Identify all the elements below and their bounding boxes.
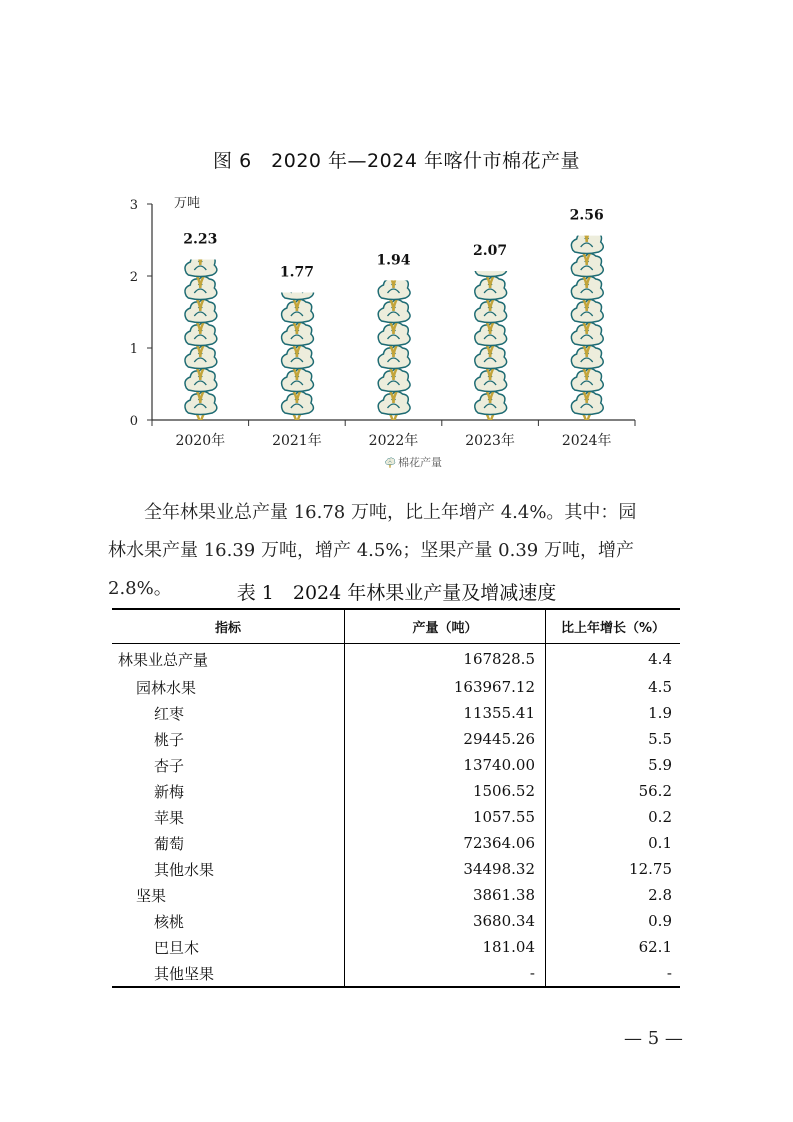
row-growth: 0.9 xyxy=(648,912,672,930)
bars-group xyxy=(183,185,604,427)
bar-2023 xyxy=(475,231,507,427)
row-name: 园林水果 xyxy=(112,674,345,700)
bar-value-label: 1.94 xyxy=(376,252,411,269)
row-value: 34498.32 xyxy=(345,856,546,882)
row-value: 167828.5 xyxy=(345,644,546,675)
row-value: 163967.12 xyxy=(345,674,546,700)
legend-label: 棉花产量 xyxy=(398,456,442,469)
bar-value-label: 2.07 xyxy=(473,242,508,259)
row-name: 杏子 xyxy=(112,752,345,778)
table-row xyxy=(112,908,680,934)
row-value: 3680.34 xyxy=(345,908,546,934)
table-header-row xyxy=(112,609,680,644)
row-name: 红枣 xyxy=(112,700,345,726)
x-category-label: 2022年 xyxy=(368,433,419,449)
table-row xyxy=(112,778,680,804)
row-growth: 0.1 xyxy=(648,834,672,852)
x-category-label: 2024年 xyxy=(561,433,612,449)
header-growth: 比上年增长（%） xyxy=(546,609,681,644)
row-value: 1506.52 xyxy=(345,778,546,804)
row-value: 72364.06 xyxy=(345,830,546,856)
y-tick-label: 3 xyxy=(129,198,138,213)
row-name: 葡萄 xyxy=(112,830,345,856)
x-category-label: 2023年 xyxy=(465,433,515,449)
bar-2020 xyxy=(185,231,217,427)
x-axis xyxy=(152,420,635,449)
row-growth: 5.9 xyxy=(648,756,672,774)
row-value: 3861.38 xyxy=(345,882,546,908)
row-growth: 12.75 xyxy=(629,860,672,878)
table-title: 表 1 2024 年林果业产量及增减速度 xyxy=(236,582,557,604)
row-name: 核桃 xyxy=(112,908,345,934)
row-growth: 5.5 xyxy=(648,730,672,748)
row-growth: 4.4 xyxy=(648,650,672,668)
row-name: 新梅 xyxy=(112,778,345,804)
table-row xyxy=(112,674,680,700)
header-output: 产量（吨） xyxy=(345,609,546,644)
x-category-label: 2020年 xyxy=(175,433,226,449)
table-row xyxy=(112,726,680,752)
y-tick-label: 1 xyxy=(129,342,138,357)
row-growth: 4.5 xyxy=(648,678,672,696)
row-name: 巴旦木 xyxy=(112,934,345,960)
table-row xyxy=(112,856,680,882)
row-value: 11355.41 xyxy=(345,700,546,726)
row-growth: 1.9 xyxy=(648,704,672,722)
row-name: 其他坚果 xyxy=(112,960,345,987)
header-indicator: 指标 xyxy=(112,609,345,644)
row-name: 林果业总产量 xyxy=(112,644,345,675)
bar-value-label: 1.77 xyxy=(279,264,314,281)
figure-title: 图 6 2020 年—2024 年喀什市棉花产量 xyxy=(213,150,580,172)
row-name: 苹果 xyxy=(112,804,345,830)
y-tick-label: 0 xyxy=(129,414,138,429)
table-row xyxy=(112,830,680,856)
row-name: 桃子 xyxy=(112,726,345,752)
row-value: 181.04 xyxy=(345,934,546,960)
table-row xyxy=(112,700,680,726)
paragraph-line-1: 全年林果业总产量 16.78 万吨，比上年增产 4.4%。其中：园 xyxy=(144,502,637,523)
y-tick-label: 2 xyxy=(129,270,138,285)
row-value: 1057.55 xyxy=(345,804,546,830)
table-row xyxy=(112,882,680,908)
row-growth: 0.2 xyxy=(648,808,672,826)
row-growth: 56.2 xyxy=(638,782,672,800)
row-name: 其他水果 xyxy=(112,856,345,882)
paragraph-line-2: 林水果产量 16.39 万吨，增产 4.5%；坚果产量 0.39 万吨，增产 2.8%。 xyxy=(108,540,634,599)
y-axis xyxy=(130,198,152,429)
row-growth: - xyxy=(546,960,681,987)
row-name: 坚果 xyxy=(112,882,345,908)
page-number: — 5 — xyxy=(624,1028,683,1049)
table-row xyxy=(112,934,680,960)
row-value: 13740.00 xyxy=(345,752,546,778)
legend-cotton-icon xyxy=(385,458,395,468)
bar-value-label: 2.23 xyxy=(183,231,218,248)
forestry-fruit-table xyxy=(112,608,680,988)
table-row xyxy=(112,960,680,987)
table-row xyxy=(112,804,680,830)
table-row xyxy=(112,644,680,675)
row-growth: 2.8 xyxy=(648,886,672,904)
legend xyxy=(385,455,442,469)
bar-value-label: 2.56 xyxy=(569,207,604,224)
row-growth: 62.1 xyxy=(638,938,672,956)
y-axis-unit-label: 万吨 xyxy=(174,196,201,211)
row-value: 29445.26 xyxy=(345,726,546,752)
table-row xyxy=(112,752,680,778)
x-category-label: 2021年 xyxy=(272,433,322,449)
row-value: - xyxy=(345,960,546,987)
cotton-production-chart xyxy=(0,0,793,480)
